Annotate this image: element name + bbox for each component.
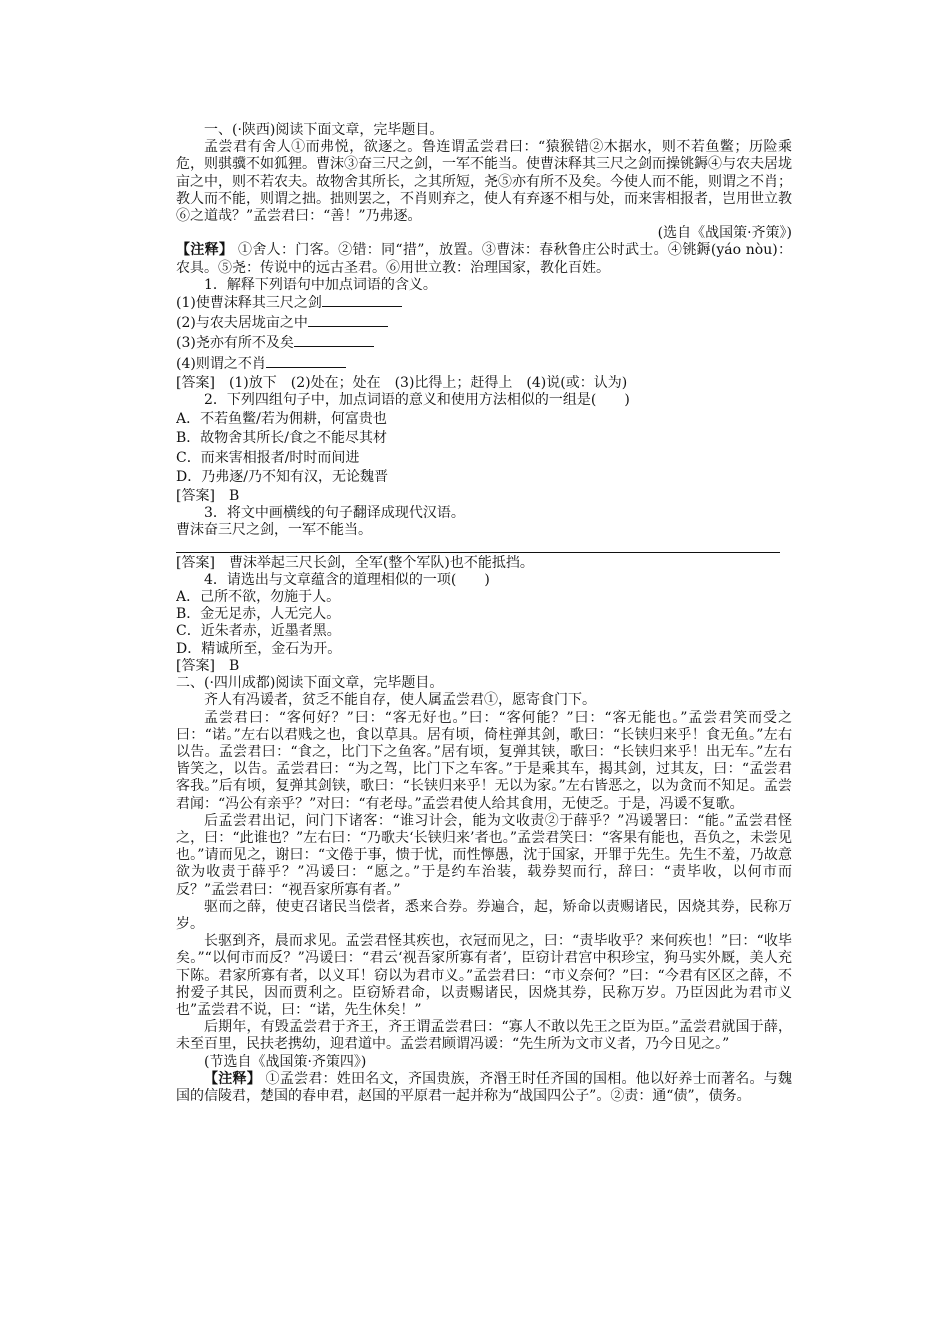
- section-2-notes-label: 【注释】: [204, 1070, 261, 1087]
- section-2-paragraph-5: 长驱到齐，晨而求见。孟尝君怪其疾也，衣冠而见之，曰：“责毕收乎？来何疾也！”曰：“收毕矣。”“以何市而反？”冯谖曰：“君云‘视吾家所寡有者’，臣窃计君宫中积珍宝，狗马实外厩，美人充下陈。君家所寡有者，以义耳！窃以为君市义。”孟尝君曰：“市义奈何？”曰：“今君有区区之薛，不拊爱子其民，因而贾利之。臣窃矫君命，以责赐诸民，因烧其券，民称万岁。乃臣因此为君市义也”孟尝君不说，曰：“诺，先生休矣！”: [176, 933, 792, 1018]
- q1-blank-1[interactable]: [322, 294, 402, 307]
- q1-blank-3[interactable]: [294, 334, 374, 347]
- section-2-heading: 二、(·四川成都)阅读下面文章，完毕题目。: [176, 675, 444, 692]
- q1-item-4: [176, 355, 792, 373]
- q3-answer: [176, 555, 792, 572]
- q4-answer-text: B: [228, 657, 240, 674]
- q3-stem: 3．将文中画横线的句子翻译成现代汉语。: [204, 505, 465, 522]
- q2-answer: [176, 488, 792, 505]
- q3-answer-text: 曹沫举起三尺长剑，全军(整个军队)也不能抵挡。: [228, 554, 534, 571]
- q1-answer: [176, 375, 792, 392]
- q1-answer-label: [答案]: [176, 374, 215, 391]
- q1-stem: 1．解释下列语句中加点词语的含义。: [204, 276, 437, 293]
- section-2-paragraph-1: 齐人有冯谖者，贫乏不能自存，使人属孟尝君①，愿寄食门下。: [204, 692, 596, 709]
- section-1-passage-text: 孟尝君有舍人①而弗悦，欲逐之。鲁连谓孟尝君曰：“猿猴错②木据水，则不若鱼鳖；历险乘危，则骐骥不如狐狸。曹沫③奋三尺之剑，一军不能当。使曹沫释其三尺之剑而操铫鎒④与农夫居垅亩之中，则不若农夫。故物舍其所长，之其所短，尧⑤亦有所不及矣。今使人而不能，则谓之不肖；教人而不能，则谓之拙。拙则罢之，不肖则弃之，使人有弃逐不相与处，而来害相报者，岂用世立教⑥之道哉？”孟尝君曰：“善！”乃弗逐。: [176, 139, 792, 225]
- q1-item-4-text: (4)则谓之不肖: [176, 355, 266, 372]
- section-2-notes: [176, 1071, 792, 1105]
- q1-answer-text: (1)放下 (2)处在；处在 (3)比得上；赶得上 (4)说(或：认为): [228, 374, 628, 391]
- q2-answer-text: B: [228, 488, 240, 505]
- section-2-paragraph-4: 驱而之薛，使吏召诸民当偿者，悉来合券。券遍合，起，矫命以责赐诸民，因烧其券，民称万岁。: [176, 898, 792, 932]
- q1-item-2: [176, 314, 792, 332]
- q3-answer-label: [答案]: [176, 554, 215, 571]
- q1-item-1: [176, 294, 792, 312]
- q4-stem: 4．请选出与文章蕴含的道理相似的一项( ): [204, 571, 490, 588]
- q1-item-1-text: (1)使曹沫释其三尺之剑: [176, 295, 322, 312]
- document-page: [176, 122, 792, 1105]
- section-2-source: (节选自《战国策·齐策四》): [204, 1053, 367, 1070]
- q4-option-b: B．金无足赤，人无完人。: [176, 606, 341, 623]
- section-1-notes-label: 【注释】: [176, 242, 234, 259]
- q2-option-c: C．而来害相报者/时时而间进: [176, 449, 360, 466]
- section-1-notes: [176, 242, 792, 276]
- section-2-paragraph-2: 孟尝君曰：“客何好？”曰：“客无好也。”曰：“客何能？”曰：“客无能也。”孟尝君笑而受之曰：“诺。”左右以君贱之也，食以草具。居有顷，倚柱弹其剑，歌曰：“长铗归来乎！食无鱼。”左右以告。孟尝君曰：“食之，比门下之鱼客。”居有顷，复弹其铗，歌曰：“长铗归来乎！出无车。”左右皆笑之，以告。孟尝君曰：“为之驾，比门下之车客。”于是乘其车，揭其剑，过其友，曰：“孟尝君客我。”后有顷，复弹其剑铗，歌曰：“长铗归来乎！无以为家。”左右皆恶之，以为贪而不知足。孟尝君闻：“冯公有亲乎？”对曰：“有老母。”孟尝君使人给其食用，无使乏。于是，冯谖不复歌。: [176, 709, 792, 812]
- q1-item-2-text: (2)与农夫居垅亩之中: [176, 315, 308, 332]
- q1-blank-4[interactable]: [266, 355, 346, 368]
- section-1-notes-text: ①舍人：门客。②错：同“措”，放置。③曹沫：春秋鲁庄公时武士。④铫鎒(yáo nòu)：农具。⑤尧：传说中的远古圣君。⑥用世立教：治理国家，教化百姓。: [176, 242, 793, 276]
- section-1-passage: [176, 139, 792, 225]
- q2-option-d: D．乃弗逐/乃不知有汉，无论魏晋: [176, 468, 388, 485]
- q2-stem: 2．下列四组句子中，加点词语的意义和使用方法相似的一组是( ): [204, 392, 630, 409]
- q3-sentence: 曹沫奋三尺之剑，一军不能当。: [176, 522, 372, 539]
- q2-option-a: A．不若鱼鳖/若为佣耕，何富贵也: [176, 411, 387, 428]
- q4-option-c: C．近朱者赤，近墨者黑。: [176, 623, 341, 640]
- q4-option-d: D．精诚所至，金石为开。: [176, 640, 342, 657]
- q2-option-b: B．故物舍其所长/食之不能尽其材: [176, 430, 388, 447]
- q1-item-3-text: (3)尧亦有所不及矣: [176, 335, 294, 352]
- q1-item-3: [176, 334, 792, 352]
- section-2-notes-text: ①孟尝君：姓田名文，齐国贵族，齐湣王时任齐国的国相。他以好养士而著名。与魏国的信陵君，楚国的春申君，赵国的平原君一起并称为“战国四公子”。②责：通“债”，债务。: [176, 1070, 793, 1104]
- q4-answer: [176, 658, 792, 675]
- q1-blank-2[interactable]: [308, 314, 388, 327]
- q4-option-a: A．己所不欲，勿施于人。: [176, 589, 341, 606]
- q4-answer-label: [答案]: [176, 657, 215, 674]
- section-2-paragraph-6: 后期年，有毁孟尝君于齐王，齐王谓孟尝君曰：“寡人不敢以先王之臣为臣。”孟尝君就国于薛，未至百里，民扶老携幼，迎君道中。孟尝君顾谓冯谖：“先生所为文市义者，乃今日见之。”: [176, 1019, 792, 1053]
- section-2-paragraph-3: 后孟尝君出记，问门下诸客：“谁习计会，能为文收责②于薛乎？”冯谖署曰：“能。”孟尝君怪之，曰：“此谁也？”左右曰：“乃歌夫‘长铗归来’者也。”孟尝君笑曰：“客果有能也，吾负之，未尝见也。”请而见之，谢曰：“文倦于事，愦于忧，而性懧愚，沈于国家，开罪于先生。先生不羞，乃故意欲为收责于薛乎？”冯谖曰：“愿之。”于是约车治装，载券契而行，辞曰：“责毕收，以何市而反？”孟尝君曰：“视吾家所寡有者。”: [176, 812, 792, 898]
- q3-answer-line[interactable]: [176, 540, 780, 553]
- q2-answer-label: [答案]: [176, 488, 215, 505]
- section-1-source: (选自《战国策·齐策》): [657, 225, 792, 242]
- section-1-heading: 一、(·陕西)阅读下面文章，完毕题目。: [204, 122, 444, 138]
